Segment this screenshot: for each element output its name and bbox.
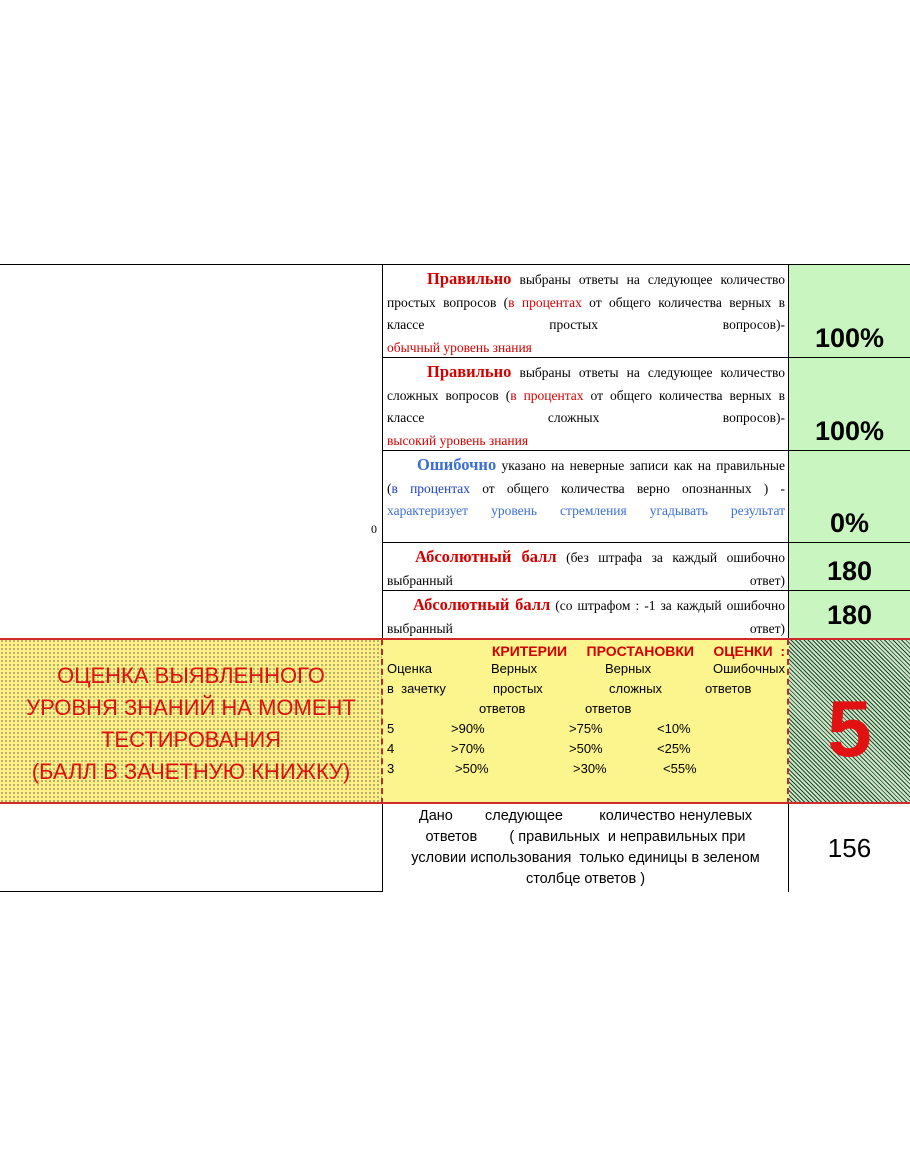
summary-value: 156 bbox=[827, 833, 872, 863]
summary-description: Дано следующее количество ненулевых ответов ( правильных и неправильных при условии использования только единицы в зеленом столбце ответов ) bbox=[411, 808, 760, 887]
row-value: 100% bbox=[814, 416, 885, 446]
row-description: Абсолютный балл (без штрафа за каждый ошибочно выбранный ответ) bbox=[387, 547, 785, 588]
criteria-row: 3 >50% >30% <55% bbox=[387, 761, 697, 776]
table-top-border bbox=[0, 264, 910, 265]
criteria-row: 5 >90% >75% <10% bbox=[387, 721, 691, 736]
row-description: Абсолютный балл (со штрафом : -1 за каждый ошибочно выбранный ответ) bbox=[387, 595, 785, 636]
criteria-header-row: ответов ответов bbox=[479, 701, 632, 716]
grade-band-bottom-border bbox=[0, 802, 910, 804]
row-keyword: Ошибочно bbox=[417, 455, 497, 474]
side-value: 0 bbox=[371, 522, 377, 536]
row-value: 180 bbox=[826, 556, 873, 586]
criteria-header-row: Оценка Верных Верных Ошибочных bbox=[387, 661, 785, 676]
final-grade: 5 bbox=[827, 684, 872, 773]
knowledge-level: обычный уровень знания bbox=[387, 339, 532, 355]
row-value: 100% bbox=[814, 323, 885, 353]
summary-bottom-border bbox=[0, 891, 382, 892]
row-description: Ошибочно указано на неверные записи как на правильные (в процентах от общего количества верно опознанных ) - характеризует уровень стремления угадывать результат bbox=[387, 455, 785, 518]
row-value: 180 bbox=[826, 600, 873, 630]
criteria-title: КРИТЕРИИ ПРОСТАНОВКИ ОЦЕНКИ : bbox=[491, 643, 785, 659]
knowledge-level: характеризует уровень стремления угадывать результат bbox=[387, 503, 785, 518]
row-keyword: Правильно bbox=[427, 269, 512, 288]
row-keyword: Абсолютный балл bbox=[413, 595, 551, 614]
grading-criteria bbox=[383, 641, 787, 781]
row-keyword: Правильно bbox=[427, 362, 512, 381]
row-keyword: Абсолютный балл bbox=[415, 547, 557, 566]
criteria-header-row: в зачетку простых сложных ответов bbox=[387, 681, 752, 696]
knowledge-level: высокий уровень знания bbox=[387, 432, 529, 448]
row-description: Правильно выбраны ответы на следующее количество сложных вопросов (в процентах от общего количества верных в классе сложных вопросов)- высокий уровень знания bbox=[383, 361, 788, 452]
row-value: 0% bbox=[829, 508, 870, 538]
criteria-row: 4 >70% >50% <25% bbox=[387, 741, 691, 756]
grade-band-top-border bbox=[0, 638, 910, 640]
grade-label: ОЦЕНКА ВЫЯВЛЕННОГО УРОВНЯ ЗНАНИЙ НА МОМЕНТ ТЕСТИРОВАНИЯ (БАЛЛ В ЗАЧЕТНУЮ КНИЖКУ) bbox=[26, 663, 356, 784]
row-description: Правильно выбраны ответы на следующее количество простых вопросов (в процентах от общего количества верных в классе простых вопросов)- обычный уровень знания bbox=[383, 268, 788, 359]
